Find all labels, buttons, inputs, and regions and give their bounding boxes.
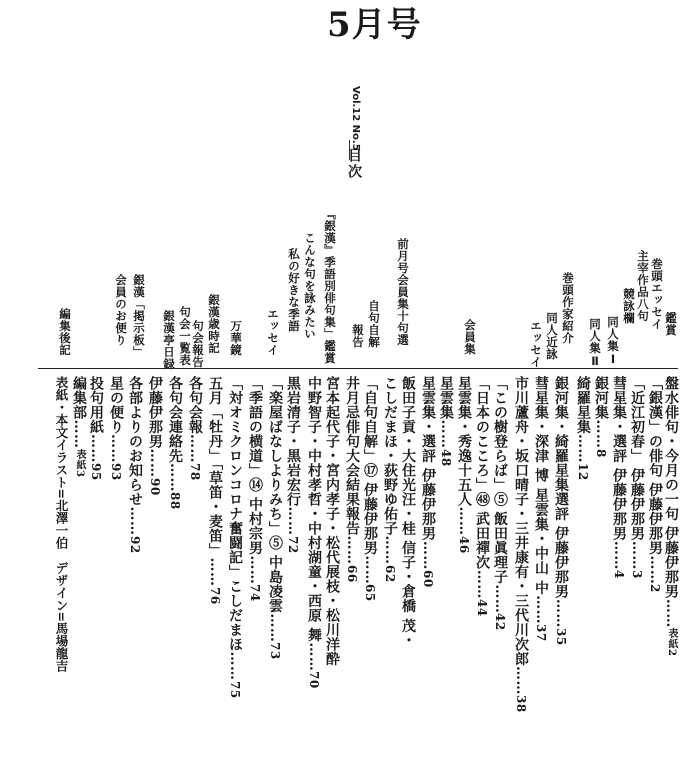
entry-text: 「自句自解」⑰ 伊藤伊那男…… [362,376,378,585]
category-heading: 銀漢歳時記 [207,294,221,354]
category-heading: 鑑賞 [664,312,678,336]
toc-entry[interactable] [87,376,105,481]
entry-text: 飯田子貢・大住光汪・桂 信子・倉橋 茂・ [400,376,416,648]
entry-page-number: 8 [594,448,608,458]
toc-entry[interactable] [512,376,530,713]
toc-entry[interactable] [381,376,399,582]
toc-entry[interactable] [107,376,125,481]
entry-text: 「この樹登らば」⑤ 飯田眞理子…… [492,376,508,614]
toc-entry[interactable] [552,376,570,646]
toc-entry[interactable] [662,376,680,656]
toc-entry[interactable] [419,376,437,588]
toc-entry[interactable] [70,376,88,477]
toc-entry[interactable] [491,376,509,631]
entry-page-number: 92 [128,535,142,554]
entry-page-number: 12 [576,463,590,481]
entry-page-number: 74 [248,584,262,603]
toc-entry[interactable] [226,376,244,698]
entry-text: 星雲集…… [438,376,454,449]
toc-entry[interactable] [646,376,664,593]
entry-page-number: 78 [188,463,202,481]
entry-text: 「対オミクロンコロナ奮闘記」こしだまほ…… [227,376,243,681]
entry-text: 中野智子・中村孝哲・中村湖童・西原 舞…… [306,376,322,672]
toc-entry[interactable] [246,376,264,602]
category-heading: 報告 [351,324,365,348]
entry-page-number: 62 [383,564,397,583]
entry-page-number: 46 [457,535,471,554]
horizontal-rule [38,368,678,369]
entry-text: こしだまほ・荻野ゆ佑子…… [382,376,398,565]
entry-text: 「日本のこころ」㊽ 武田禪次…… [474,376,490,599]
toc-entry[interactable] [361,376,379,602]
category-heading: 銀漢「掲示板」 [132,274,146,358]
toc-entry[interactable] [266,376,284,660]
entry-page-number: 44 [475,598,489,617]
entry-page-number: 3 [630,569,644,579]
category-heading: 主宰作品八句 [636,250,650,322]
entry-text: 銀河集・綺羅星集選評 伊藤伊那男…… [553,376,569,628]
toc-entry[interactable] [146,376,164,495]
toc-entry[interactable] [532,376,550,642]
toc-entry[interactable] [628,376,646,579]
entry-text: 綺羅星集…… [575,376,591,463]
category-heading: 同人集Ⅰ [606,316,620,367]
entry-text: 「銀漢」の俳句 伊藤伊那男…… [647,376,663,585]
entry-page-number: 表紙2 [666,627,677,657]
entry-text: 銀河集…… [593,376,609,449]
entry-page-number: 38 [514,695,528,713]
category-heading: 巻頭エッセイ [650,258,664,330]
toc-entry[interactable] [592,376,610,457]
toc-label: 目次 [346,148,362,180]
category-heading: 銀漢亭日録 [162,310,176,370]
entry-page-number: 93 [109,463,123,481]
entry-page-number: 60 [421,569,435,588]
toc-entry[interactable] [574,376,592,481]
entry-text: 「近江初春」 伊藤伊那男…… [629,376,645,570]
entry-text: 編集部…… [71,376,87,449]
category-heading: 編集後記 [58,308,72,356]
entry-page-number: 4 [612,569,626,579]
entry-text: 各句会連絡先…… [167,376,183,492]
entry-page-number: 66 [345,564,359,583]
entry-text: 星の便り…… [108,376,124,463]
entry-text: 市川蘆舟・坂口晴子・三井康有・三代川次郎…… [513,376,529,695]
entry-text: 「季語の横道」⑭ 中村宗男…… [247,376,263,585]
category-heading: 『銀漢』季語別俳句集」鑑賞 [323,208,337,364]
category-heading: 自句自解 [367,300,381,348]
category-heading: 句会一覧表 [178,306,192,366]
entry-text: 五月「牡丹」「草笛・麦笛」…… [207,376,223,587]
entry-page-number: 65 [363,584,377,603]
entry-page-number: 75 [228,680,242,699]
entry-text: 盤水俳句・今月の一句 伊藤伊那男…… [663,376,679,628]
entry-text: 彗星集・深津 博 星雲集・中山 中…… [533,376,549,625]
entry-page-number: 35 [554,627,568,646]
toc-entry[interactable] [206,376,224,604]
entry-text: 伊藤伊那男…… [147,376,163,478]
category-heading: 会員集 [463,319,477,355]
category-heading: 同人近詠 [545,312,559,360]
toc-entry[interactable] [610,376,628,579]
category-heading: 会員のお便り [114,274,128,346]
entry-page-number: 70 [307,671,321,690]
entry-text: 各部よりのお知らせ…… [127,376,143,536]
toc-entry[interactable] [186,376,204,481]
category-heading: こんな句を詠みたい [303,232,317,340]
entry-page-number: 表紙3 [74,448,85,477]
toc-entry[interactable] [284,376,302,553]
category-heading: エッセイ [266,308,280,356]
category-heading: 競詠欄 [622,288,636,324]
entry-text: 投句用紙…… [88,376,104,463]
issue-title: 5月号 [327,5,422,45]
entry-text: 星雲集・選評 伊藤伊那男…… [420,376,436,570]
category-heading: 巻頭作家紹介 [561,272,575,344]
toc-entry[interactable] [305,376,323,689]
credit-line: 表紙・本文イラスト=北澤一伯 デザイン=馬場龍吉 [54,376,69,672]
category-heading: 句会報告 [191,320,205,368]
entry-page-number: 72 [286,535,300,554]
toc-entry[interactable] [437,376,455,466]
entry-page-number: 76 [208,586,222,605]
entry-text: 「楽屋ばなしよりみち」⑤ 中島凌雲…… [267,376,283,643]
category-heading: 万華鏡 [229,320,243,356]
category-heading: エッセイ [529,320,543,368]
entry-text: 各句会報…… [187,376,203,463]
toc-entry[interactable] [473,376,491,617]
category-heading: 同人集Ⅱ [588,318,602,369]
entry-page-number: 42 [493,613,507,632]
entry-text: 星雲集・秀逸十五人…… [456,376,472,536]
entry-page-number: 48 [439,448,453,467]
entry-page-number: 2 [648,584,662,594]
category-heading: 私の好きな季語 [287,248,301,332]
toc-entry[interactable] [399,376,417,648]
entry-page-number: 90 [148,477,162,496]
category-heading: 前月号会員集十句選 [396,238,410,346]
entry-page-number: 88 [168,492,182,510]
entry-page-number: 73 [268,642,282,661]
entry-page-number: 37 [534,624,548,642]
entry-text: 宮本起代子・宮内孝子・松代展枝・松川洋酔 [324,376,340,666]
toc-entry[interactable] [323,376,341,666]
toc-entry[interactable] [343,376,361,582]
entry-page-number: 95 [89,463,103,481]
entry-text: 黒岩清子・黒岩宏行…… [285,376,301,536]
volume-number: Vol.12 No.5 [350,86,361,151]
toc-entry[interactable] [126,376,144,553]
toc-entry[interactable] [455,376,473,553]
entry-text: 井月忌俳句大会結果報告…… [344,376,360,565]
toc-entry[interactable] [166,376,184,510]
entry-text: 彗星集・選評 伊藤伊那男…… [611,376,627,570]
